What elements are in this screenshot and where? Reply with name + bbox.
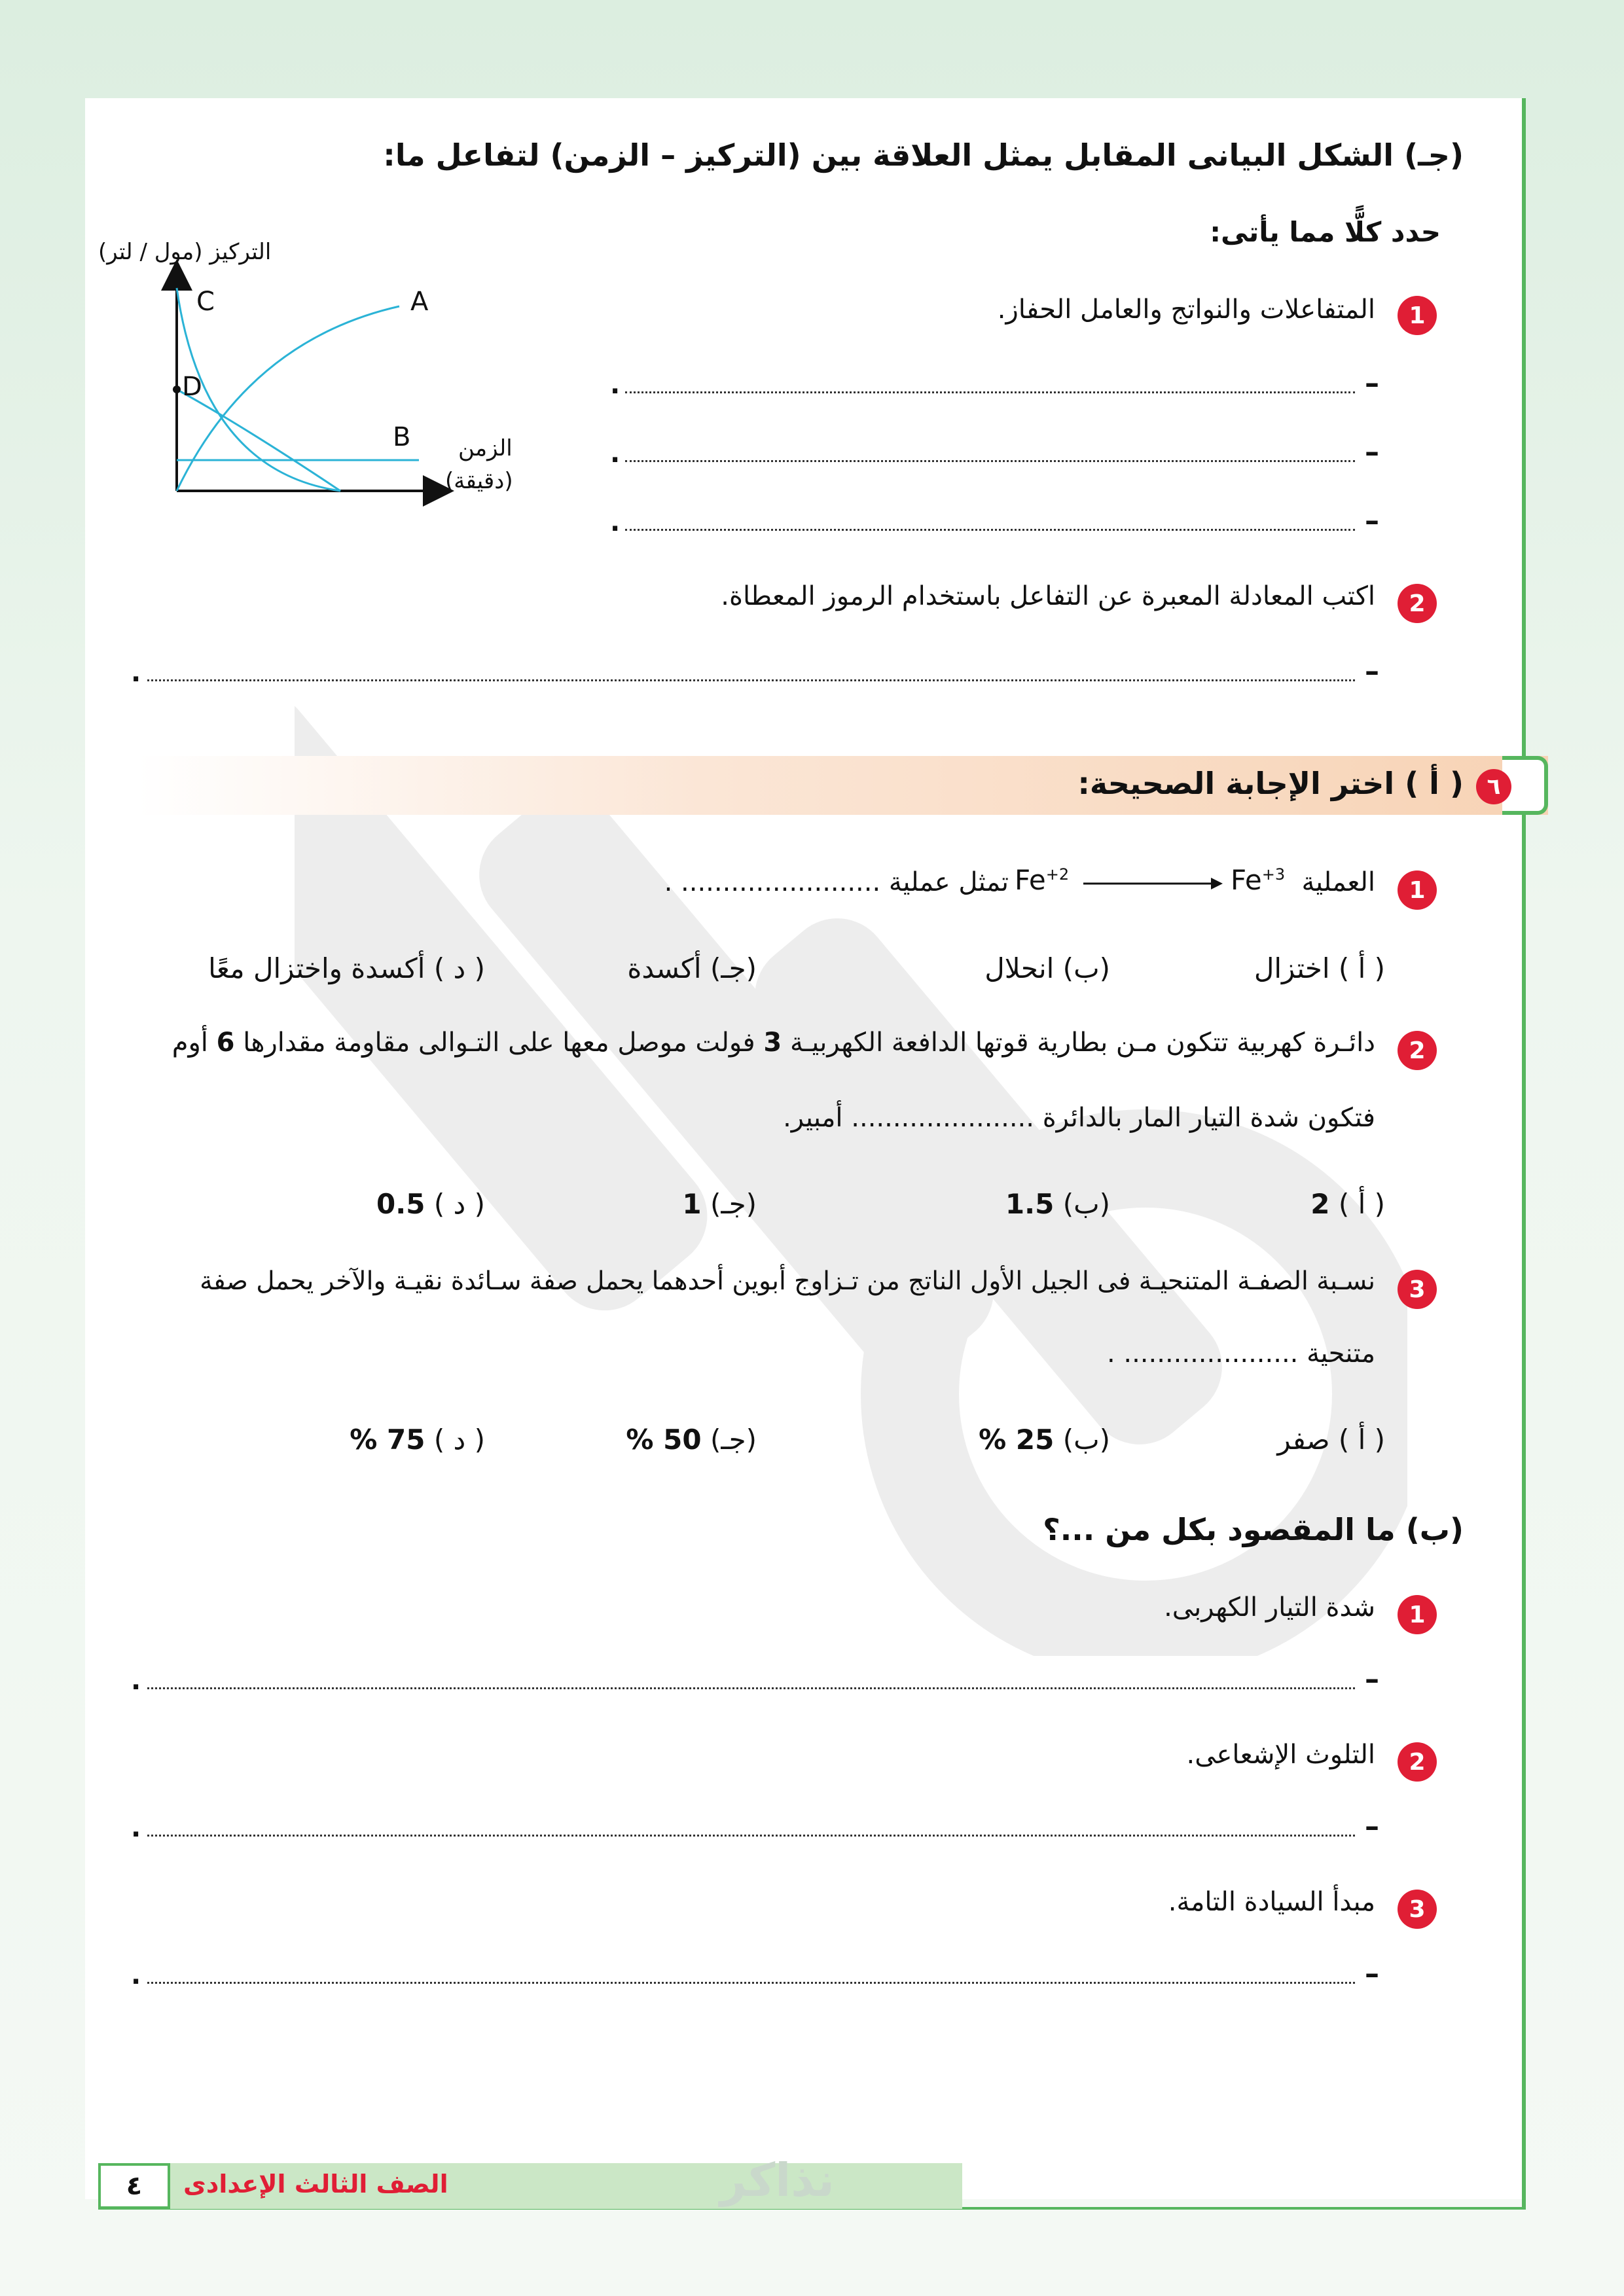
question-line-2: متنحية ..................... . [1106,1338,1375,1369]
option-b-label: (ب) [1062,1424,1110,1456]
option-c-label: (جـ) [710,1424,757,1456]
option-d[interactable] [376,1188,485,1220]
brand-logo: نذاكر [720,2153,835,2207]
option-a-value: 2 [1310,1188,1330,1220]
option-b-value: 1.5 [1005,1188,1055,1220]
answer-period: . [131,1960,141,1990]
x-axis-unit: (دقيقة) [445,468,513,494]
question-number-badge: 2 [1398,584,1437,623]
question-number-badge: 1 [1398,870,1437,910]
question-line-2: فتكون شدة التيار المار بالدائرة ...................... أمبير. [783,1103,1375,1133]
option-a-label: ( أ ) صفر [1277,1424,1385,1456]
section-6-title: ( أ ) اختر الإجابة الصحيحة: [1077,766,1464,801]
answer-dash: – [1365,1810,1379,1843]
answer-line[interactable] [147,679,1355,681]
question-text: التلوث الإشعاعى. [1186,1740,1375,1770]
reactant-symbol: Fe [1231,864,1262,896]
section-b-title: (ب) ما المقصود بكل من ...؟ [1043,1512,1464,1547]
question-line-1 [172,1028,1375,1058]
option-c[interactable] [682,1188,757,1220]
question-text: مبدأ السيادة التامة. [1168,1887,1375,1917]
question-number-badge: 1 [1398,296,1437,335]
answer-dash: – [1365,504,1379,537]
reaction-arrow [1083,874,1224,893]
answer-line[interactable] [625,391,1355,393]
question-number-badge: 2 [1398,1031,1437,1070]
reactant-ion [1231,864,1285,896]
question-suffix: تمثل عملية ........................ . [664,867,1009,897]
answer-dash: – [1365,367,1379,400]
answer-line[interactable] [625,529,1355,531]
option-a-label: ( أ ) [1338,1188,1385,1220]
section-number-badge: ٦ [1476,769,1511,804]
option-c-value: 50 % [626,1424,702,1456]
answer-dash: – [1365,1662,1379,1696]
question-text-b: فولت موصل معها على التـوالى مقاومة مقدارها [243,1028,755,1058]
answer-period: . [610,507,621,537]
y-axis-label: التركيز (مول / لتر) [98,239,272,265]
product-charge: +2 [1045,865,1070,884]
answer-dash: – [1365,1957,1379,1990]
question-text-c: أوم [171,1028,208,1058]
question-number-badge: 2 [1398,1742,1437,1782]
answer-period: . [131,1813,141,1843]
answer-dash: – [1365,655,1379,688]
instruction-text: حدد كلًّا مما يأتى: [1210,216,1441,248]
question-text-a: دائـرة كهربية تتكون مـن بطارية قوتها الدافعة الكهربيـة [789,1028,1375,1058]
option-b[interactable] [1005,1188,1110,1220]
option-a[interactable] [1277,1424,1385,1456]
question-number-badge: 3 [1398,1890,1437,1929]
curve-label-b: B [393,422,411,452]
right-border-top [1522,98,1526,759]
answer-line[interactable] [625,460,1355,462]
product-symbol: Fe [1015,864,1046,896]
option-d[interactable] [350,1424,485,1456]
answer-dash: – [1365,435,1379,469]
right-border-bottom [1522,815,1526,2209]
question-prefix: العملية [1301,867,1375,897]
section-c-title: (جـ) الشكل البيانى المقابل يمثل العلاقة بين (التركيز – الزمن) لتفاعل ما: [383,137,1464,173]
emf-value: 3 [763,1028,782,1058]
x-axis-label: الزمن [458,435,513,461]
answer-period: . [131,1666,141,1696]
grade-label: الصف الثالث الإعدادى [183,2170,448,2198]
option-c[interactable] [626,1424,757,1456]
question-text: اكتب المعادلة المعبرة عن التفاعل باستخدام الرموز المعطاة. [721,581,1375,611]
question-text: شدة التيار الكهربى. [1164,1592,1375,1623]
option-b-value: 25 % [979,1424,1055,1456]
option-c-value: 1 [682,1188,702,1220]
curve-d [177,389,340,491]
curve-label-a: A [410,287,429,317]
curve-label-c: C [196,287,215,317]
answer-line[interactable] [147,1687,1355,1689]
reactant-charge: +3 [1261,865,1286,884]
answer-line[interactable] [147,1835,1355,1837]
page-number: ٤ [98,2163,170,2209]
curve-label-d: D [182,372,202,402]
option-d-value: 0.5 [376,1188,425,1220]
answer-period: . [131,658,141,688]
option-d[interactable]: ( د ) أكسدة واختزال معًا [208,952,485,984]
option-d-label: ( د ) [433,1188,485,1220]
product-ion [1015,864,1069,896]
option-c[interactable]: (جـ) أكسدة [627,952,757,984]
answer-line[interactable] [147,1982,1355,1984]
question-number-badge: 3 [1398,1270,1437,1309]
option-a[interactable]: ( أ ) اختزال [1254,952,1385,984]
option-b[interactable]: (ب) انحلال [984,952,1110,984]
point-d [173,386,181,393]
question-text: المتفاعلات والنواتج والعامل الحفاز. [997,295,1375,325]
option-c-label: (جـ) [710,1188,757,1220]
option-d-value: 75 % [350,1424,425,1456]
question-line-1: نسـبة الصفـة المتنحيـة فى الجيل الأول الناتج من تـزاوج أبوين أحدهما يحمل صفة سـائدة نقيـة والآخر يحمل صفة [200,1266,1375,1296]
option-b[interactable] [979,1424,1110,1456]
question-number-badge: 1 [1398,1595,1437,1634]
option-a[interactable] [1310,1188,1385,1220]
option-b-label: (ب) [1062,1188,1110,1220]
option-d-label: ( د ) [433,1424,485,1456]
resistance-value: 6 [216,1028,235,1058]
answer-period: . [610,439,621,469]
answer-period: . [610,370,621,400]
